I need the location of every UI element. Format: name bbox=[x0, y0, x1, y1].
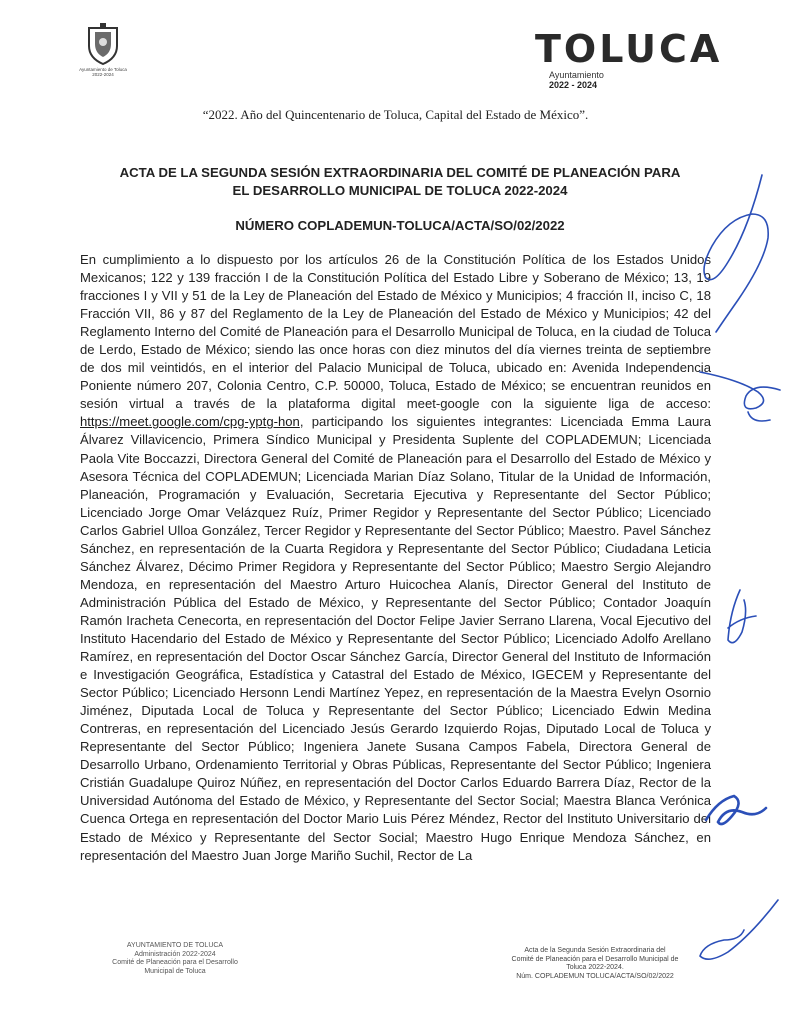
logo-years: 2022 - 2024 bbox=[549, 80, 598, 90]
footer-left-line: Administración 2022-2024 bbox=[134, 950, 216, 958]
footer-stamp-left bbox=[90, 942, 260, 976]
municipal-coat-of-arms-icon bbox=[83, 22, 123, 66]
footer-left-line: AYUNTAMIENTO DE TOLUCA bbox=[126, 942, 224, 949]
seal-caption-line: Ayuntamiento de Toluca bbox=[79, 67, 127, 72]
signature-mark bbox=[728, 590, 756, 643]
document-motto: “2022. Año del Quincentenario de Toluca, Capital del Estado de México”. bbox=[202, 107, 589, 122]
title-line: ACTA DE LA SEGUNDA SESIÓN EXTRAORDINARIA DEL COMITÉ DE PLANEACIÓN PARA bbox=[119, 165, 681, 180]
signature-mark bbox=[700, 372, 780, 421]
coat-of-arms-seal bbox=[72, 22, 134, 84]
meet-link[interactable]: https://meet.google.com/cpg-yptg-hon bbox=[80, 414, 300, 430]
signature-mark bbox=[700, 900, 778, 959]
footer-right-line: Núm. COPLADEMUN TOLUCA/ACTA/SO/02/2022 bbox=[516, 972, 674, 980]
document-number: NÚMERO COPLADEMUN-TOLUCA/ACTA/SO/02/2022 bbox=[235, 218, 565, 233]
logo-wordmark: TOLUCA bbox=[535, 27, 723, 71]
seal-caption-line: 2022-2024 bbox=[92, 72, 114, 77]
body-text-part: En cumplimiento a lo dispuesto por los artículos 26 de la Constitución Política de los Estados Unidos Mexicanos; 122 y 139 fracción I de la Constitución Política del Estado Libre y Soberano de México; 13, 19 fracciones I y VII y 51 de la Ley de Planeación del Estado de México y Municipios; 4 fracción II, inciso C, 18 Fracción VII, 86 y 87 del Reglamento de la Ley de Planeación del Estado de México y Municipios; 42 del Reglamento Interno del Comité de Planeación para el Desarrollo Municipal de Toluca, en la ciudad de Toluca de Lerdo, Estado de México; siendo las once horas con diez minutos del día viernes treinta de septiembre de dos mil veintidós, en el interior del Palacio Municipal de Toluca, ubicado en: Avenida Independencia Poniente número 207, Colonia Centro, C.P. 50000, Toluca, Estado de México; se encuentran reunidos en sesión virtual a través de la plataforma digital meet-google con la siguiente liga de acceso: bbox=[80, 252, 711, 412]
footer-left-line: Comité de Planeación para el Desarrollo bbox=[112, 959, 238, 966]
footer-right-line: Acta de la Segunda Sesión Extraordinaria del bbox=[524, 947, 666, 954]
signature-mark bbox=[706, 796, 766, 824]
logo-subtitle: Ayuntamiento bbox=[549, 70, 604, 80]
footer-right-line: Toluca 2022-2024. bbox=[566, 964, 624, 971]
document-title bbox=[80, 164, 720, 200]
footer-right-line: Comité de Planeación para el Desarrollo Municipal de bbox=[511, 955, 679, 963]
footer-reference-right bbox=[490, 947, 700, 981]
body-paragraph bbox=[80, 251, 711, 865]
body-text-part: , participando los siguientes integrantes: Licenciada Emma Laura Álvarez Villavicencio, Primera Síndico Municipal y Presidenta Suplente del COPLADEMUN; Licenciada Paola Vite Boccazzi, Directora General del Comité de Planeación para el Desarrollo del Estado de México y Asesora Técnica del COPLADEMUN; Licenciada Marian Díaz Solano, Titular de la Unidad de Información, Planeación, Programación y Evaluación, Secretaria Ejecutiva y Representante del Sector Público; Licenciado Jorge Omar Velázquez Ruíz, Primer Regidor y Representante del Sector Público; Licenciado Carlos Gabriel Ulloa González, Tercer Regidor y Representante del Sector Público; Maestro. Pavel Sánchez Sánchez, en representación de la Cuarta Regidora y Representante del Sector Público; Ciudadana Leticia Sánchez Álvarez, Décimo Primer Regidora y Representante del Sector Público; Maestro Sergio Alejandro Mendoza, en representación del Maestro Arturo Huicochea Alanís, Director General del Instituto de Administración Pública del Estado de México, y Representante del Sector Público; Contador Joaquín Ramón Iracheta Cenecorta, en representación del Doctor Felipe Javier Serrano Llarena, Vocal Ejecutivo del Instituto Hacendario del Estado de México y Representante del Sector Público; Licenciado Adolfo Arellano Ramírez, en representación del Doctor Oscar Sánchez García, Director General del Instituto de Información e Investigación Geográfica, Estadística y Catastral del Estado de México, IGECEM y Representante del Sector Público; Licenciado Hersonn Lendi Martínez Yepez, en representación de la Maestra Evelyn Osornio Jiménez, Diputada Local de Toluca y Representante del Sector Público; Licenciado Edwin Medina Contreras, en representación del Licenciado Jesús Gerardo Izquierdo Rojas, Diputado Local de Toluca y Representante del Sector Público; Ingeniera Janete Susana Campos Fabela, Directora General de Desarrollo Urbano, Ordenamiento Territorial y Obras Públicas, Representante del Sector Público; Ingeniera Cristián Guadalupe Quiroz Núñez, en representación del Doctor Carlos Eduardo Barrera Díaz, Rector de la Universidad Autónoma del Estado de México, y Representante del Sector Social; Maestra Blanca Verónica Cuenca Ortega en representación del Doctor Mario Luis Pérez Méndez, Rector del Instituto Universitario del Estado de México y Representante del Sector Social; Maestro Hugo Enrique Mendoza Sánchez, en representación del Maestro Juan Jorge Mariño Suchil, Rector de La bbox=[80, 414, 711, 863]
title-line: EL DESARROLLO MUNICIPAL DE TOLUCA 2022-2024 bbox=[232, 183, 568, 198]
footer-left-line: Municipal de Toluca bbox=[144, 967, 206, 975]
toluca-logo bbox=[535, 27, 735, 90]
